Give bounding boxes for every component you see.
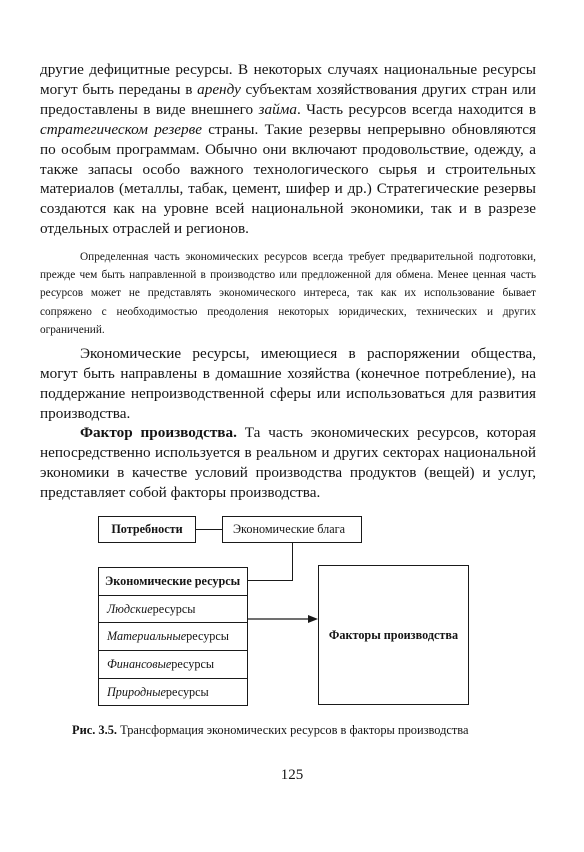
term-factor-of-production: Фактор производства.	[80, 424, 237, 441]
term-arenda: аренду	[197, 80, 241, 98]
resource-row-human: Людские ресурсы	[99, 596, 247, 624]
needs-box: Потребности	[98, 516, 196, 543]
resource-row-material: Материальные ресурсы	[99, 623, 247, 651]
arrow-to-factors	[248, 613, 320, 625]
economic-goods-box: Экономические блага	[222, 516, 362, 543]
factors-of-production-box: Факторы производства	[318, 565, 469, 705]
resource-row-natural: Природные ресурсы	[107, 685, 209, 700]
term-strategic-reserve: стратегическом резерве	[40, 120, 202, 138]
paragraph-small-print: Определенная часть экономических ресурсов всегда требует предварительной подготовки, прежде чем быть направленной в производство или предложенной для обмена. Менее ценная часть ресурсов может не представлять экономического интереса, так как их использование бывает сопряжено с необходимостью преодоления некоторых юридических, технических и других ограничений.	[40, 251, 536, 336]
economic-resources-table	[98, 567, 248, 706]
economic-resources-header: Экономические ресурсы	[99, 568, 247, 596]
paragraph-resource-use: Экономические ресурсы, имеющиеся в распоряжении общества, могут быть направлены в домашние хозяйства (конечное потребление), на поддержание непроизводственной сферы или использоваться для развития производства.	[40, 345, 536, 422]
paragraph-factor-definition: Фактор производства. Та часть экономических ресурсов, которая непосредственно используется в реальном и других секторах национальной экономики в качестве условий производства продуктов (вещей) и услуг, представляет собой факторы производства.	[40, 424, 536, 501]
page-number: 125	[280, 767, 304, 783]
paragraph-strategic-reserves: другие дефицитные ресурсы. В некоторых случаях национальные ресурсы могут быть переданы в аренду субъектам хозяйствования других стран или предоставлены в виде внешнего займа. Часть ресурсов всегда находится в стратегическом резерве страны. Такие резервы непрерывно обновляются по особым программам. Обычно они включают продовольствие, одежду, а также запасы особо важного технологического сырья и строительных материалов (металлы, табак, цемент, шифер и др.) Стратегические резервы создаются как на уровне всей национальной экономики, так и в разрезе отдельных отраслей и регионов.	[40, 61, 537, 238]
connector-goods-down	[292, 543, 293, 581]
figure-caption: Рис. 3.5. Трансформация экономических ресурсов в факторы производства	[72, 723, 469, 737]
connector-goods-resources	[248, 580, 293, 581]
resource-row-financial: Финансовые ресурсы	[99, 651, 247, 679]
connector-needs-goods	[196, 529, 222, 530]
term-zaim: займа	[258, 100, 297, 118]
